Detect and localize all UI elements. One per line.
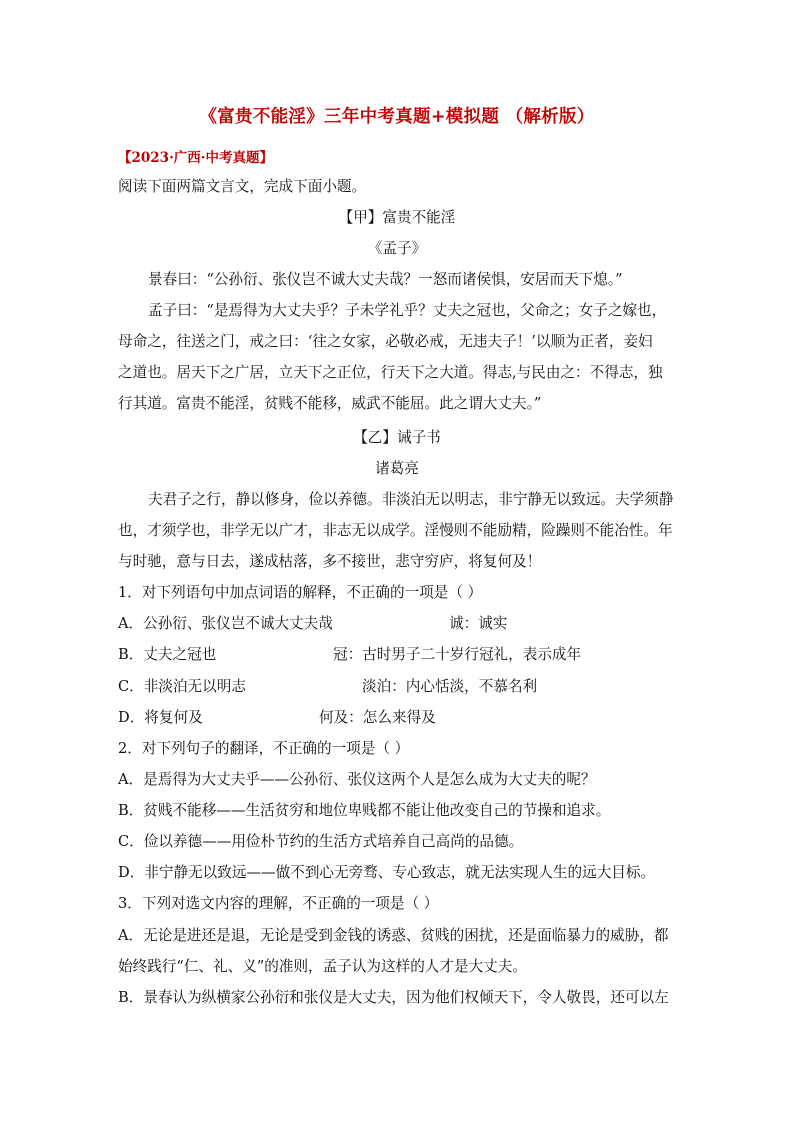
text-a-paragraph-2-line-3: 之道也。居天下之广居，立天下之正位，行天下之大道。得志,与民由之：不得志，独	[118, 364, 663, 381]
text-b-author: 诸葛亮	[375, 460, 419, 477]
source-tag: 【2023·广西·中考真题】	[118, 150, 273, 166]
text-a-heading: 【甲】富贵不能淫	[338, 209, 456, 226]
question-1-option-a-gloss: 诚：诚实	[449, 615, 508, 632]
text-b-paragraph-line-3: 与时驰，意与日去，遂成枯落，多不接世，悲守穷庐，将复何及！	[118, 553, 542, 570]
question-3-option-a-line-2: 始终践行“仁、礼、义”的准则，孟子认为这样的人才是大丈夫。	[118, 958, 527, 975]
question-1-option-c-gloss: 淡泊：内心恬淡，不慕名利	[362, 678, 538, 695]
document-title: 《富贵不能淫》三年中考真题+模拟题 （解析版）	[199, 107, 595, 127]
text-a-paragraph-2-line-2: 母命之，往送之门，戒之曰：‘往之女家，必敬必戒，无违夫子！’以顺为正者，妾妇	[118, 333, 653, 350]
question-1-option-d-gloss: 何及：怎么来得及	[319, 709, 436, 726]
instruction-text: 阅读下面两篇文言文，完成下面小题。	[118, 178, 367, 195]
question-2-stem: 2．对下列句子的翻译，不正确的一项是（ ）	[118, 740, 410, 757]
question-1-option-a: A．公孙衍、张仪岂不诚大丈夫哉	[118, 615, 333, 632]
question-3-option-a-line-1: A．无论是进还是退，无论是受到金钱的诱惑、贫贱的困扰，还是面临暴力的威胁，都	[118, 927, 669, 944]
question-1-option-c: C．非淡泊无以明志	[118, 678, 246, 695]
question-1-option-b-gloss: 冠：古时男子二十岁行冠礼，表示成年	[333, 646, 582, 663]
question-2-option-d: D．非宁静无以致远——做不到心无旁骛、专心致志，就无法实现人生的远大目标。	[118, 864, 656, 881]
text-a-author: 《孟子》	[367, 240, 427, 257]
question-2-option-b: B．贫贱不能移——生活贫穷和地位卑贱都不能让他改变自己的节操和追求。	[118, 802, 611, 819]
question-1-option-d: D．将复何及	[118, 709, 203, 726]
text-b-heading: 【乙】诫子书	[353, 429, 441, 446]
question-3-stem: 3．下列对选文内容的理解，不正确的一项是（ ）	[118, 895, 439, 912]
question-1-stem: 1．对下列语句中加点词语的解释，不正确的一项是（ ）	[118, 584, 483, 601]
text-a-paragraph-2-line-4: 行其道。富贵不能淫，贫贱不能移，威武不能屈。此之谓大丈夫。”	[118, 395, 542, 412]
text-a-paragraph-1: 景春曰：“公孙衍、张仪岂不诚大丈夫哉？一怒而诸侯惧，安居而天下熄。”	[148, 271, 623, 288]
text-b-paragraph-line-1: 夫君子之行，静以修身，俭以养德。非淡泊无以明志，非宁静无以致远。夫学须静	[148, 491, 674, 508]
question-3-option-b-line-1: B．景春认为纵横家公孙衍和张仪是大丈夫，因为他们权倾天下，令人敬畏，还可以左	[118, 989, 669, 1006]
text-b-paragraph-line-2: 也，才须学也，非学无以广才，非志无以成学。淫慢则不能励精，险躁则不能冶性。年	[118, 522, 673, 539]
question-1-option-b: B．丈夫之冠也	[118, 646, 217, 663]
question-2-option-a: A．是焉得为大丈夫乎——公孙衍、张仪这两个人是怎么成为大丈夫的呢？	[118, 771, 596, 788]
question-2-option-c: C．俭以养德——用俭朴节约的生活方式培养自己高尚的品德。	[118, 833, 524, 850]
text-a-paragraph-2-line-1: 孟子曰：“是焉得为大丈夫乎？子未学礼乎？丈夫之冠也，父命之；女子之嫁也，	[148, 302, 667, 319]
